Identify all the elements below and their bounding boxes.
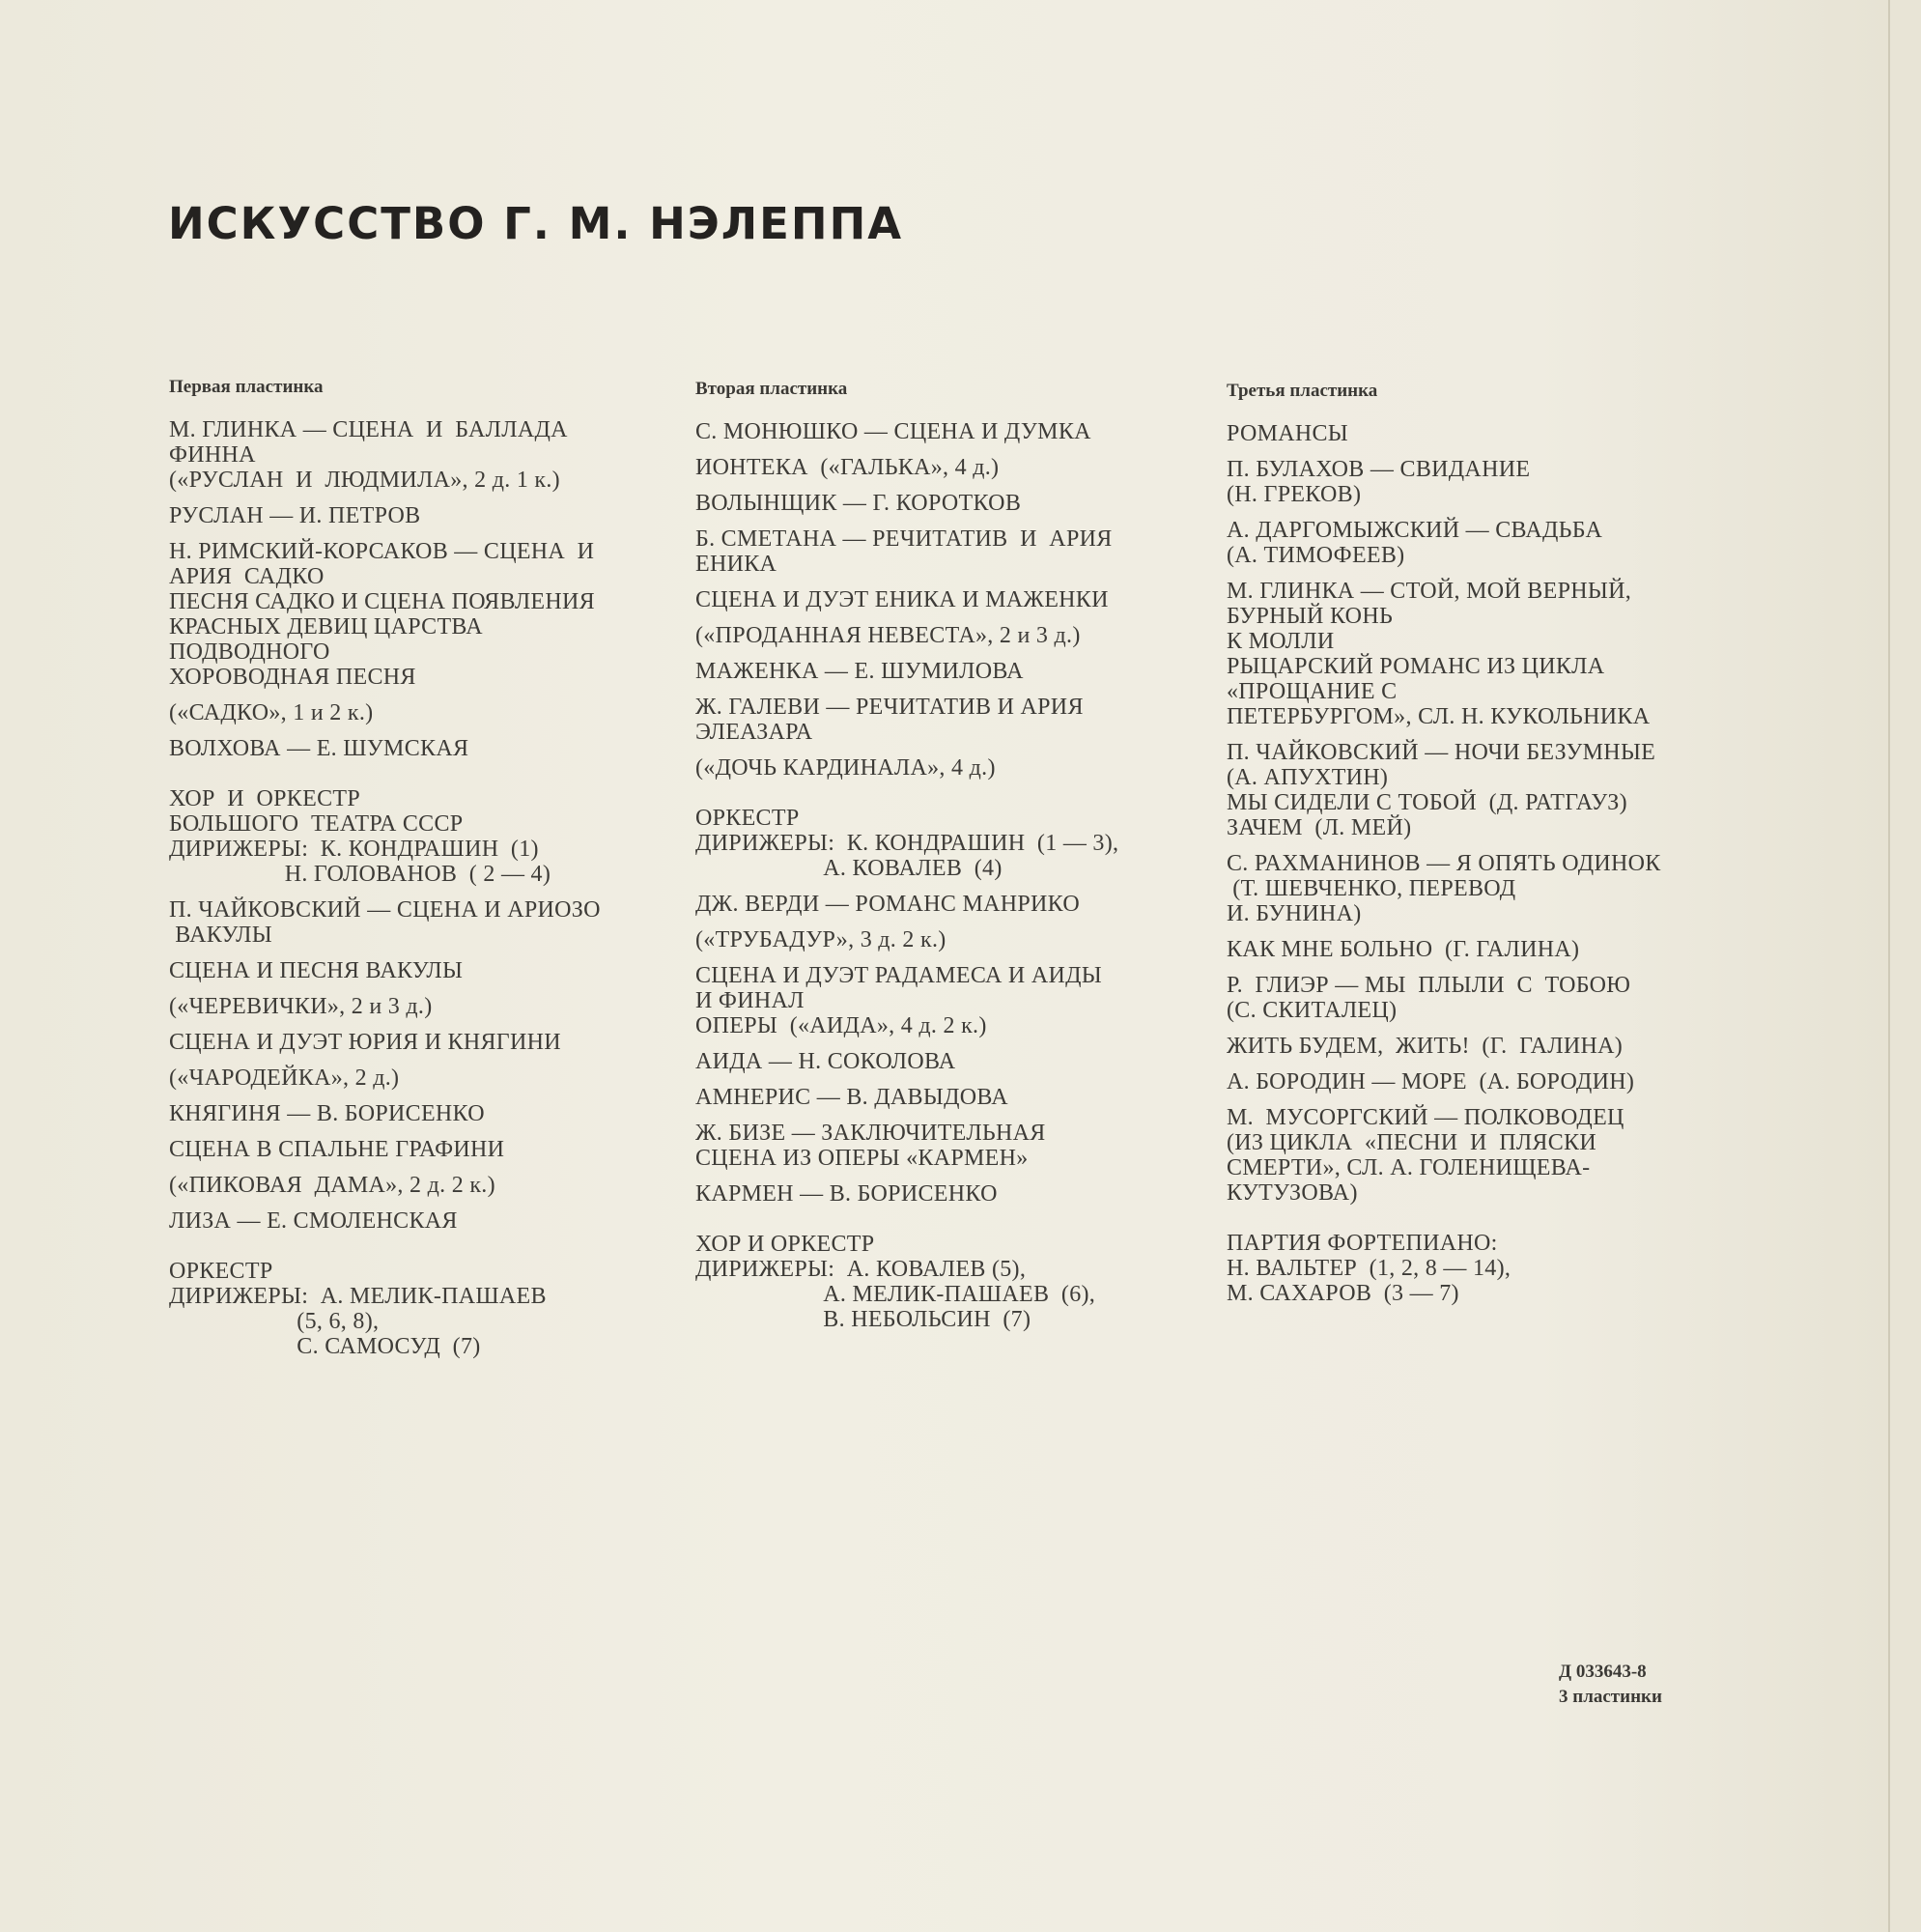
track-entry [1227,421,1729,446]
entry-line: АРИЯ САДКО [169,564,325,589]
entry-line: (Т. ШЕВЧЕНКО, ПЕРЕВОД [1227,876,1516,901]
entry-line: ЗАЧЕМ (Л. МЕЙ) [1227,815,1412,840]
entry-line: ДИРИЖЕРЫ: К. КОНДРАШИН (1) [169,837,539,862]
track-entry [1227,1034,1729,1059]
track-entry [169,503,671,528]
entry-line: ИОНТЕКА («ГАЛЬКА», 4 д.) [695,455,1000,480]
entry-line: ФИННА [169,442,256,468]
entry-line: («ЧАРОДЕЙКА», 2 д.) [169,1065,400,1091]
entry-line: ХОР И ОРКЕСТР [169,786,360,811]
track-entry [169,786,671,887]
entry-line: ПЕСНЯ САДКО И СЦЕНА ПОЯВЛЕНИЯ [169,589,595,614]
entry-line: ПАРТИЯ ФОРТЕПИАНО: [1227,1231,1498,1256]
entry-line: АИДА — Н. СОКОЛОВА [695,1049,956,1074]
track-entry [169,1137,671,1162]
entry-line: ЖИТЬ БУДЕМ, ЖИТЬ! (Г. ГАЛИНА) [1227,1034,1624,1059]
column-record-2 [695,377,1198,1343]
entry-line: СЦЕНА И ПЕСНЯ ВАКУЛЫ [169,958,464,983]
album-title: ИСКУССТВО Г. М. НЭЛЕППА [168,198,904,249]
entry-line: В. НЕБОЛЬСИН (7) [695,1307,1031,1332]
entry-line: ОПЕРЫ («АИДА», 4 д. 2 к.) [695,1013,987,1038]
entry-line: ВОЛЫНЩИК — Г. КОРОТКОВ [695,491,1022,516]
entry-line: (Н. ГРЕКОВ) [1227,482,1362,507]
entry-line: ДИРИЖЕРЫ: К. КОНДРАШИН (1 — 3), [695,831,1119,856]
entry-line: («ТРУБАДУР», 3 д. 2 к.) [695,927,946,952]
entry-line: КАК МНЕ БОЛЬНО (Г. ГАЛИНА) [1227,937,1580,962]
entry-line: М. ГЛИНКА — СЦЕНА И БАЛЛАДА [169,417,568,442]
entry-line: М. ГЛИНКА — СТОЙ, МОЙ ВЕРНЫЙ, [1227,579,1632,604]
track-entry [695,1085,1198,1110]
track-entry [169,1101,671,1126]
track-entry [695,892,1198,917]
column-heading: Первая пластинка [169,377,324,397]
entry-line: П. ЧАЙКОВСКИЙ — НОЧИ БЕЗУМНЫЕ [1227,740,1656,765]
entry-line: Ж. ГАЛЕВИ — РЕЧИТАТИВ И АРИЯ [695,695,1084,720]
track-entry [1227,579,1729,729]
track-entry [169,736,671,761]
entry-line: ВОЛХОВА — Е. ШУМСКАЯ [169,736,469,761]
entry-line: А. МЕЛИК-ПАШАЕВ (6), [695,1282,1096,1307]
track-entry [695,1181,1198,1207]
entry-line: (ИЗ ЦИКЛА «ПЕСНИ И ПЛЯСКИ [1227,1130,1596,1155]
entry-line: («САДКО», 1 и 2 к.) [169,700,374,725]
entry-line: МЫ СИДЕЛИ С ТОБОЙ (Д. РАТГАУЗ) [1227,790,1627,815]
entry-line: (5, 6, 8), [169,1309,380,1334]
entry-line: Б. СМЕТАНА — РЕЧИТАТИВ И АРИЯ [695,526,1113,552]
track-entry [695,1049,1198,1074]
entry-line: ДИРИЖЕРЫ: А. МЕЛИК-ПАШАЕВ [169,1284,547,1309]
catalog-number: Д 033643-8 [1559,1662,1647,1682]
entry-line: С. САМОСУД (7) [169,1334,481,1359]
track-entry [695,526,1198,577]
track-entry [1227,457,1729,507]
track-entry [1227,1231,1729,1306]
entry-line: А. ДАРГОМЫЖСКИЙ — СВАДЬБА [1227,518,1603,543]
entry-line: С. РАХМАНИНОВ — Я ОПЯТЬ ОДИНОК [1227,851,1661,876]
entry-line: ПЕТЕРБУРГОМ», СЛ. Н. КУКОЛЬНИКА [1227,704,1651,729]
entry-line: РОМАНСЫ [1227,421,1349,446]
entry-line: А. КОВАЛЕВ (4) [695,856,1003,881]
entry-line: М. САХАРОВ (3 — 7) [1227,1281,1459,1306]
track-entry [1227,851,1729,926]
track-entry [169,1173,671,1198]
entry-line: КРАСНЫХ ДЕВИЦ ЦАРСТВА [169,614,483,639]
entry-line: БУРНЫЙ КОНЬ [1227,604,1394,629]
track-entry [169,417,671,493]
entry-line: (С. СКИТАЛЕЦ) [1227,998,1398,1023]
entry-line: РУСЛАН — И. ПЕТРОВ [169,503,421,528]
entry-line: П. БУЛАХОВ — СВИДАНИЕ [1227,457,1531,482]
column-record-3 [1227,379,1729,1317]
entry-line: ОРКЕСТР [695,806,800,831]
entry-line: «ПРОЩАНИЕ С [1227,679,1398,704]
track-entry [695,695,1198,745]
track-entry [695,419,1198,444]
entry-line: СЦЕНА В СПАЛЬНЕ ГРАФИНИ [169,1137,505,1162]
entry-line: СЦЕНА ИЗ ОПЕРЫ «КАРМЕН» [695,1146,1029,1171]
entry-line: М. МУСОРГСКИЙ — ПОЛКОВОДЕЦ [1227,1105,1624,1130]
track-entry [169,700,671,725]
entry-line: ДЖ. ВЕРДИ — РОМАНС МАНРИКО [695,892,1080,917]
entry-line: КУТУЗОВА) [1227,1180,1358,1206]
track-entry [1227,740,1729,840]
entry-line: ЕНИКА [695,552,777,577]
track-entry [695,927,1198,952]
track-entry [695,1232,1198,1332]
track-entry [169,1065,671,1091]
track-entry [695,806,1198,881]
entry-line: МАЖЕНКА — Е. ШУМИЛОВА [695,659,1024,684]
entry-line: КАРМЕН — В. БОРИСЕНКО [695,1181,998,1207]
track-entry [169,958,671,983]
entry-line: ВАКУЛЫ [169,923,272,948]
entry-line: Н. ВАЛЬТЕР (1, 2, 8 — 14), [1227,1256,1511,1281]
column-record-1 [169,375,671,1370]
entry-line: («ПИКОВАЯ ДАМА», 2 д. 2 к.) [169,1173,495,1198]
track-entry [695,623,1198,648]
track-entry [695,963,1198,1038]
entry-line: Ж. БИЗЕ — ЗАКЛЮЧИТЕЛЬНАЯ [695,1121,1046,1146]
entry-line: И. БУНИНА) [1227,901,1362,926]
entry-line: («ПРОДАННАЯ НЕВЕСТА», 2 и 3 д.) [695,623,1081,648]
entry-line: ХОР И ОРКЕСТР [695,1232,875,1257]
column-heading: Третья пластинка [1227,381,1378,401]
track-entry [695,755,1198,781]
entry-line: ХОРОВОДНАЯ ПЕСНЯ [169,665,416,690]
track-entry [169,1259,671,1359]
track-list [169,417,671,1359]
catalog-info [1559,1660,1662,1710]
track-entry [1227,518,1729,568]
track-entry [169,1030,671,1055]
entry-line: СЦЕНА И ДУЭТ РАДАМЕСА И АИДЫ [695,963,1102,988]
track-entry [169,539,671,690]
entry-line: К МОЛЛИ [1227,629,1335,654]
track-entry [695,1121,1198,1171]
track-list [695,419,1198,1332]
entry-line: («ДОЧЬ КАРДИНАЛА», 4 д.) [695,755,996,781]
track-entry [1227,1069,1729,1094]
track-entry [1227,973,1729,1023]
entry-line: («РУСЛАН И ЛЮДМИЛА», 2 д. 1 к.) [169,468,560,493]
entry-line: СЦЕНА И ДУЭТ ЕНИКА И МАЖЕНКИ [695,587,1109,612]
entry-line: (А. ТИМОФЕЕВ) [1227,543,1405,568]
track-entry [695,491,1198,516]
entry-line: РЫЦАРСКИЙ РОМАНС ИЗ ЦИКЛА [1227,654,1605,679]
entry-line: Н. РИМСКИЙ-КОРСАКОВ — СЦЕНА И [169,539,595,564]
track-entry [695,587,1198,612]
entry-line: С. МОНЮШКО — СЦЕНА И ДУМКА [695,419,1091,444]
entry-line: (А. АПУХТИН) [1227,765,1389,790]
entry-line: Р. ГЛИЭР — МЫ ПЛЫЛИ С ТОБОЮ [1227,973,1631,998]
entry-line: ЭЛЕАЗАРА [695,720,813,745]
entry-line: ОРКЕСТР [169,1259,273,1284]
track-entry [695,455,1198,480]
entry-line: КНЯГИНЯ — В. БОРИСЕНКО [169,1101,485,1126]
cover-edge-strip [1890,0,1921,1932]
entry-line: СМЕРТИ», СЛ. А. ГОЛЕНИЩЕВА- [1227,1155,1591,1180]
entry-line: ДИРИЖЕРЫ: А. КОВАЛЕВ (5), [695,1257,1027,1282]
entry-line: Н. ГОЛОВАНОВ ( 2 — 4) [169,862,551,887]
entry-line: А. БОРОДИН — МОРЕ (А. БОРОДИН) [1227,1069,1635,1094]
track-entry [695,659,1198,684]
entry-line: ЛИЗА — Е. СМОЛЕНСКАЯ [169,1208,458,1234]
entry-line: И ФИНАЛ [695,988,805,1013]
entry-line: («ЧЕРЕВИЧКИ», 2 и 3 д.) [169,994,433,1019]
track-entry [169,897,671,948]
track-list [1227,421,1729,1306]
record-count: 3 пластинки [1559,1687,1662,1707]
track-entry [169,994,671,1019]
entry-line: БОЛЬШОГО ТЕАТРА СССР [169,811,464,837]
entry-line: ПОДВОДНОГО [169,639,330,665]
track-entry [1227,937,1729,962]
column-heading: Вторая пластинка [695,379,848,399]
track-entry [169,1208,671,1234]
track-entry [1227,1105,1729,1206]
entry-line: СЦЕНА И ДУЭТ ЮРИЯ И КНЯГИНИ [169,1030,561,1055]
entry-line: П. ЧАЙКОВСКИЙ — СЦЕНА И АРИОЗО [169,897,601,923]
entry-line: АМНЕРИС — В. ДАВЫДОВА [695,1085,1008,1110]
